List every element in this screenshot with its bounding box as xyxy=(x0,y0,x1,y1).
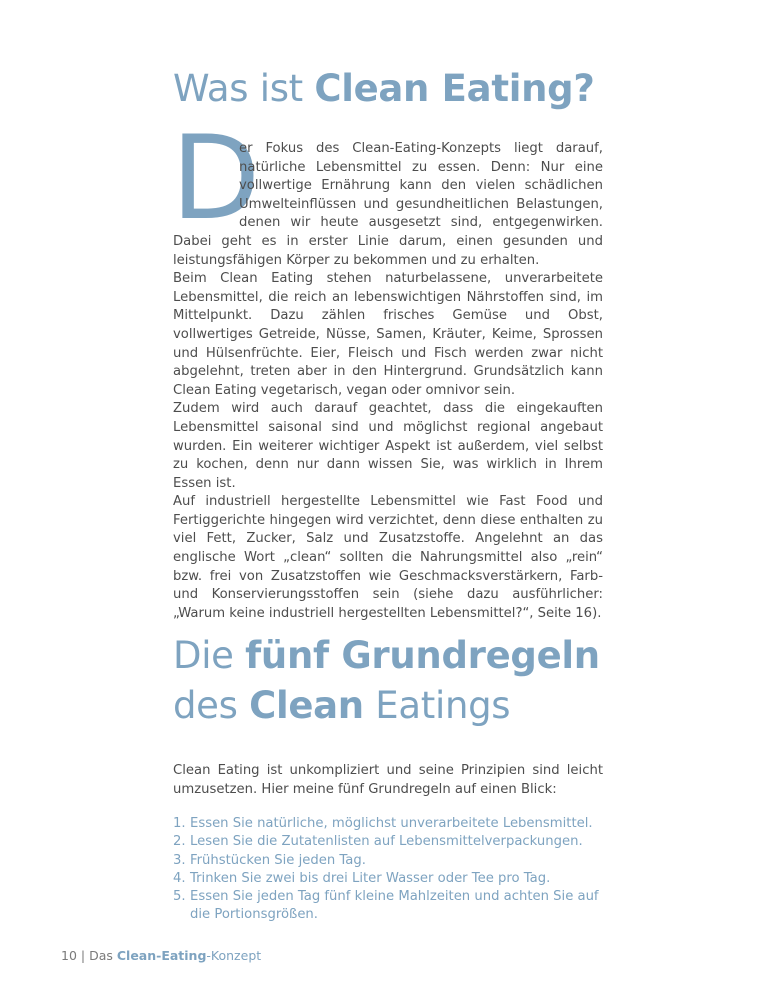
title-line-2-pre: des xyxy=(173,684,250,727)
rules-intro-text xyxy=(173,762,603,799)
footer-separator: | xyxy=(76,948,90,963)
list-item xyxy=(173,833,613,851)
title-line-2-post: Eatings xyxy=(363,684,511,727)
page-footer xyxy=(61,948,261,963)
list-item xyxy=(173,852,613,870)
list-text: Essen Sie natürliche, möglichst unverarbeitete Lebensmittel. xyxy=(190,816,593,831)
drop-cap: D xyxy=(171,111,261,246)
list-text: Essen Sie jeden Tag fünf kleine Mahlzeiten und achten Sie auf die Portionsgrößen. xyxy=(190,889,599,923)
list-number: 4. xyxy=(173,870,186,886)
list-text: Trinken Sie zwei bis drei Liter Wasser oder Tee pro Tag. xyxy=(190,870,551,886)
section-title-clean-eating xyxy=(173,64,594,114)
title-line-1-pre: Die xyxy=(173,634,246,677)
title-line-2-bold: Clean xyxy=(249,684,364,727)
rules-list xyxy=(173,815,613,925)
list-item xyxy=(173,870,613,888)
page-number: 10 xyxy=(61,948,77,963)
intro-text xyxy=(173,140,603,623)
section-title-grundregeln xyxy=(173,631,600,731)
paragraph-text: er Fokus des Clean-Eating-Konzepts liegt darauf, natürliche Lebensmittel zu essen. Denn: Nur eine vollwertige Ernährung kann den vielen schädlichen Umwelteinflüssen und gesundheitlichen Belastungen, denen wir heute ausgesetzt sind, entgegenwirken. Dabei geht es in erster Linie darum, einen gesunden und leistungsfähigen Körper zu bekommen und zu erhalten. xyxy=(173,141,603,268)
paragraph: Auf industriell hergestellte Lebensmittel wie Fast Food und Fertiggerichte hingegen wird verzichtet, denn diese enthalten zu viel Fett, Zucker, Salz und Zusatzstoffe. Angelehnt an das englische Wort „clean“ sollten die Nahrungsmittel also „rein“ bzw. frei von Zusatzstoffen wie Geschmacksverstärkern, Farb- und Konservierungsstoffen sein (siehe dazu ausführlicher: „Warum keine industriell hergestellten Lebensmittel?“, Seite 16). xyxy=(173,494,603,621)
list-text: Lesen Sie die Zutatenlisten auf Lebensmittelverpackungen. xyxy=(190,834,583,850)
paragraph: Zudem wird auch darauf geachtet, dass die eingekauften Lebensmittel saisonal sind und möglichst regional angebaut wurden. Ein weiterer wichtiger Aspekt ist außerdem, viel selbst zu kochen, denn nur dann wissen Sie, was wirklich in Ihrem Essen ist. xyxy=(173,401,603,491)
list-number: 1. xyxy=(173,816,186,831)
list-number: 3. xyxy=(173,852,186,868)
title-line-1 xyxy=(173,631,600,681)
list-number: 2. xyxy=(173,834,186,850)
footer-suffix: -Konzept xyxy=(206,948,262,963)
title-line-2 xyxy=(173,681,600,731)
title-pre: Was ist xyxy=(173,67,315,110)
footer-bold: Clean-Eating xyxy=(116,948,207,963)
paragraph: Beim Clean Eating stehen naturbelassene, unverarbeitete Lebensmittel, die reich an lebenswichtigen Nährstoffen sind, im Mittelpunkt. Dazu zählen frisches Gemüse und Obst, vollwertiges Getreide, Nüsse, Samen, Kräuter, Keime, Sprossen und Hülsenfrüchte. Eier, Fleisch und Fisch werden zwar nicht abgelehnt, treten aber in den Hintergrund. Grundsätzlich kann Clean Eating vegetarisch, vegan oder omnivor sein. xyxy=(173,271,603,398)
title-bold: Clean Eating? xyxy=(314,67,595,110)
list-item xyxy=(173,888,613,925)
title-line-1-bold: fünf Grundregeln xyxy=(245,634,600,677)
paragraph xyxy=(173,140,603,270)
list-text: Frühstücken Sie jeden Tag. xyxy=(190,852,366,868)
footer-prefix: Das xyxy=(89,948,117,963)
paragraph: Clean Eating ist unkompliziert und seine Prinzipien sind leicht umzusetzen. Hier meine fünf Grundregeln auf einen Blick: xyxy=(173,763,603,797)
list-number: 5. xyxy=(173,889,186,905)
list-item xyxy=(173,815,613,833)
